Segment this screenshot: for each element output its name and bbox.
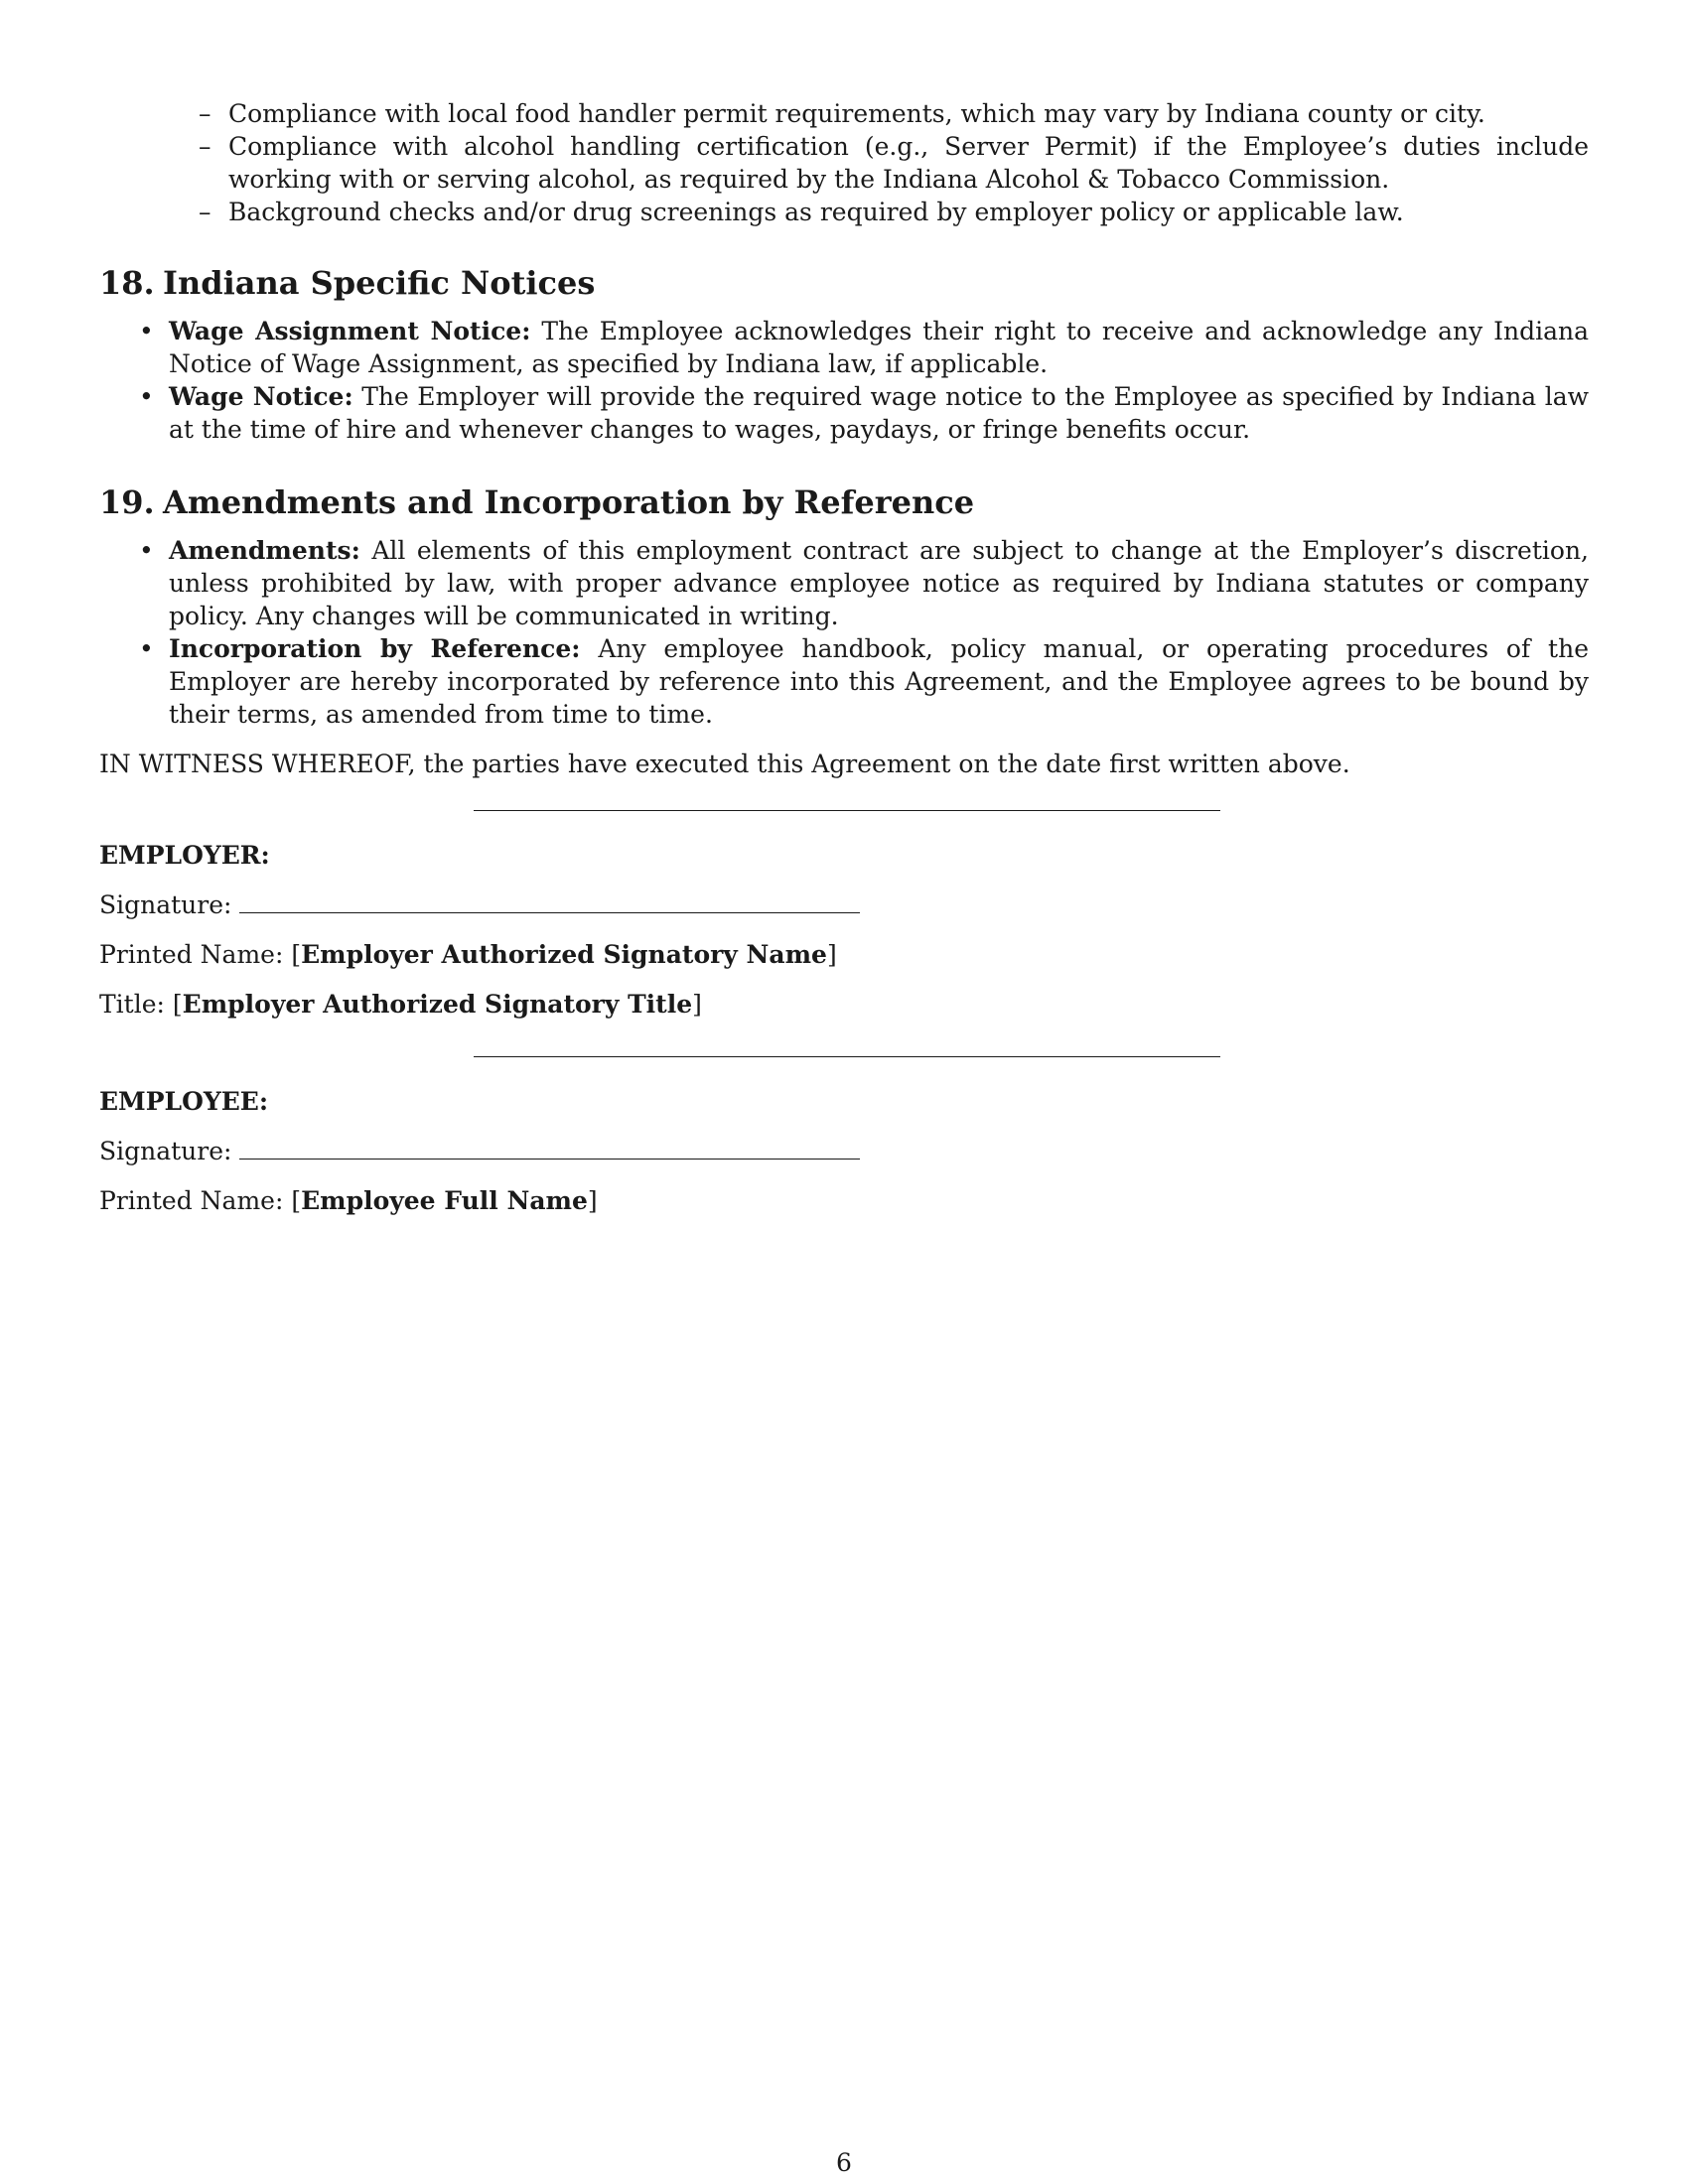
employer-heading: EMPLOYER: bbox=[99, 841, 270, 870]
bracket-close: ] bbox=[587, 1186, 598, 1215]
dash-marker: – bbox=[199, 132, 211, 161]
employee-signature-line[interactable] bbox=[239, 1137, 860, 1160]
employee-heading: EMPLOYEE: bbox=[99, 1087, 269, 1116]
bullet-marker: • bbox=[139, 634, 154, 663]
item-lead: Wage Notice: bbox=[169, 382, 353, 411]
printed-name-label: Printed Name: bbox=[99, 940, 284, 969]
item-text: The Employer will provide the required wage notice to the Employee as specified by Indiana law at the time of hire and whenever changes to wages, paydays, or fringe benefits occur. bbox=[169, 382, 1590, 444]
item-text: The Employee acknowledges their right to receive and acknowledge any Indiana Notice of Wage Assignment, as specified by Indiana law, if applicable. bbox=[169, 317, 1589, 378]
bullet-marker: • bbox=[139, 536, 154, 565]
section-number: 19. bbox=[99, 483, 155, 521]
section-title: Indiana Specific Notices bbox=[163, 264, 596, 302]
bracket-open: [ bbox=[172, 990, 183, 1019]
employer-signature-row bbox=[99, 888, 1589, 921]
separator-line bbox=[474, 810, 1220, 811]
page-content bbox=[99, 97, 1589, 1217]
employer-signature-line[interactable] bbox=[239, 890, 860, 913]
employee-signature-row bbox=[99, 1135, 1589, 1167]
employee-printed-name-value: Employee Full Name bbox=[301, 1186, 588, 1215]
bracket-close: ] bbox=[692, 990, 702, 1019]
list-item bbox=[139, 632, 1589, 731]
continued-requirements-list bbox=[99, 97, 1589, 228]
list-item bbox=[139, 315, 1589, 380]
bullet-marker: • bbox=[139, 382, 154, 411]
signature-label: Signature: bbox=[99, 1137, 232, 1165]
list-item bbox=[139, 380, 1590, 446]
list-item: – Background checks and/or drug screenings as required by employer policy or applicable law. bbox=[199, 198, 1404, 226]
dash-marker: – bbox=[199, 198, 211, 226]
item-text: All elements of this employment contract are subject to change at the Employer’s discretion, unless prohibited by law, with proper advance employee notice as required by Indiana statutes or company policy. Any changes will be communicated in writing. bbox=[169, 536, 1589, 630]
employer-title-row bbox=[99, 988, 1589, 1021]
section-19-list bbox=[99, 534, 1589, 731]
employee-printed-name-row bbox=[99, 1184, 1589, 1217]
list-item: – Compliance with alcohol handling certification (e.g., Server Permit) if the Employee’s duties include working with or serving alcohol, as required by the Indiana Alcohol & Tobacco Commission. bbox=[199, 132, 1589, 194]
dash-marker: – bbox=[199, 99, 211, 128]
section-19-heading bbox=[99, 482, 1589, 522]
item-text: Any employee handbook, policy manual, or operating procedures of the Employer are hereby incorporated by reference into this Agreement, and the Employee agrees to be bound by their terms, as amended from time to time. bbox=[169, 634, 1589, 729]
bracket-close: ] bbox=[826, 940, 837, 969]
signature-label: Signature: bbox=[99, 890, 232, 919]
employer-printed-name-row bbox=[99, 938, 1589, 971]
page-number: 6 bbox=[836, 2148, 852, 2177]
title-label: Title: bbox=[99, 990, 165, 1019]
bracket-open: [ bbox=[291, 1186, 302, 1215]
employer-printed-name-value: Employer Authorized Signatory Name bbox=[301, 940, 827, 969]
list-item bbox=[139, 534, 1589, 632]
section-title: Amendments and Incorporation by Reference bbox=[163, 483, 975, 521]
item-lead: Wage Assignment Notice: bbox=[169, 317, 531, 345]
item-lead: Amendments: bbox=[169, 536, 360, 565]
section-number: 18. bbox=[99, 264, 155, 302]
list-item: – Compliance with local food handler permit requirements, which may vary by Indiana county or city. bbox=[199, 99, 1485, 128]
printed-name-label: Printed Name: bbox=[99, 1186, 284, 1215]
separator-line bbox=[474, 1056, 1220, 1057]
employer-title-value: Employer Authorized Signatory Title bbox=[182, 990, 693, 1019]
bracket-open: [ bbox=[291, 940, 302, 969]
section-18-heading bbox=[99, 263, 1589, 303]
witness-statement: IN WITNESS WHEREOF, the parties have executed this Agreement on the date first written above. bbox=[99, 750, 1350, 778]
bullet-marker: • bbox=[139, 317, 154, 345]
item-lead: Incorporation by Reference: bbox=[169, 634, 581, 663]
section-18-list bbox=[99, 315, 1589, 446]
